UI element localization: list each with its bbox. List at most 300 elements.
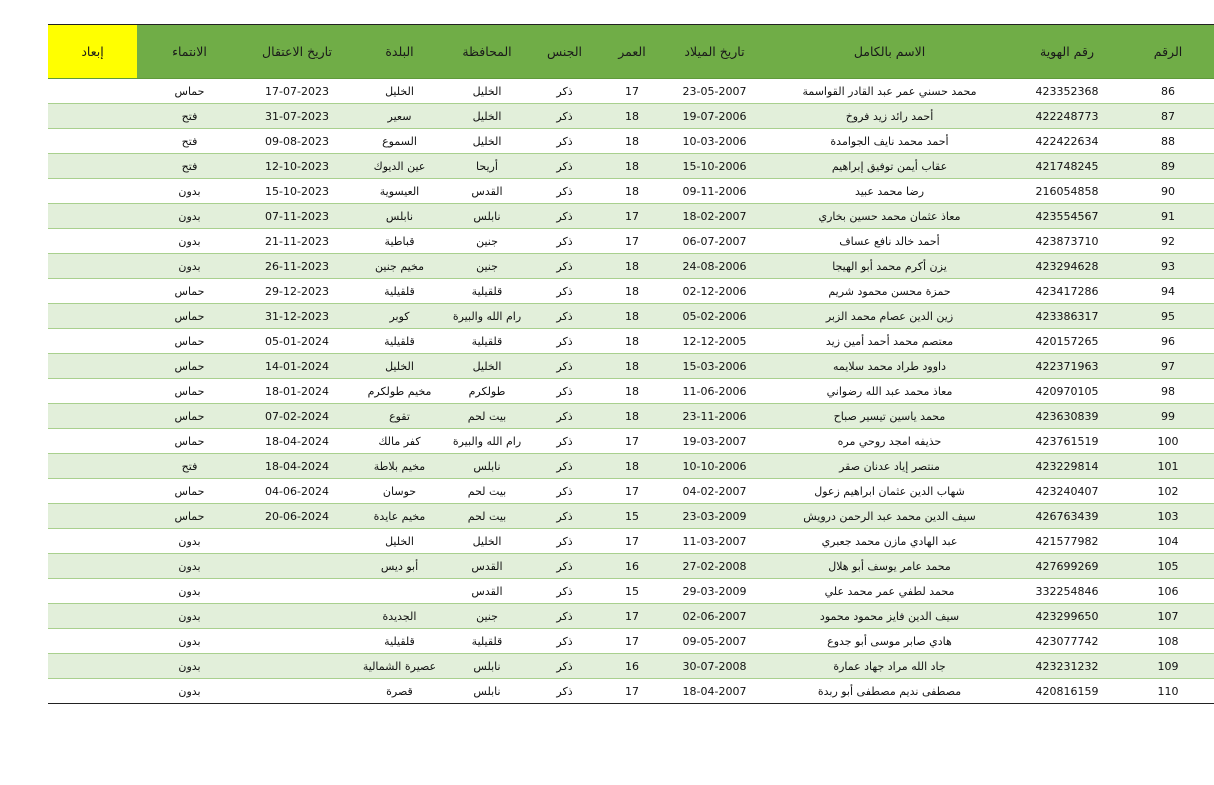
cell-governorate[interactable]: القدس (447, 579, 527, 604)
cell-town[interactable]: الجديدة (352, 604, 447, 629)
cell-governorate[interactable]: القدس (447, 179, 527, 204)
cell-arrest-date[interactable]: 17-07-2023 (242, 79, 352, 104)
cell-number[interactable]: 86 (1122, 79, 1214, 104)
cell-town[interactable]: عصيرة الشمالية (352, 654, 447, 679)
cell-age[interactable]: 17 (602, 79, 662, 104)
cell-town[interactable]: نابلس (352, 204, 447, 229)
cell-number[interactable]: 93 (1122, 254, 1214, 279)
cell-deportation[interactable] (48, 604, 137, 629)
header-number[interactable]: الرقم (1122, 25, 1214, 79)
cell-governorate[interactable]: رام الله والبيرة (447, 304, 527, 329)
cell-full-name[interactable]: معاذ عثمان محمد حسين بخاري (767, 204, 1012, 229)
cell-birth-date[interactable]: 15-10-2006 (662, 154, 767, 179)
table-row (48, 329, 1214, 354)
cell-gender[interactable]: ذكر (527, 629, 602, 654)
cell-id-number[interactable]: 423231232 (1012, 654, 1122, 679)
header-birth-date[interactable]: تاريخ الميلاد (662, 25, 767, 79)
cell-governorate[interactable]: الخليل (447, 79, 527, 104)
cell-age[interactable]: 17 (602, 629, 662, 654)
header-arrest-date[interactable]: تاريخ الاعتقال (242, 25, 352, 79)
cell-affiliation[interactable]: حماس (137, 379, 242, 404)
cell-affiliation[interactable]: بدون (137, 529, 242, 554)
cell-gender[interactable]: ذكر (527, 179, 602, 204)
cell-arrest-date[interactable]: 04-06-2024 (242, 479, 352, 504)
cell-gender[interactable]: ذكر (527, 554, 602, 579)
cell-town[interactable]: عين الديوك (352, 154, 447, 179)
cell-arrest-date[interactable]: 09-08-2023 (242, 129, 352, 154)
cell-birth-date[interactable]: 23-11-2006 (662, 404, 767, 429)
cell-affiliation[interactable]: بدون (137, 604, 242, 629)
cell-arrest-date[interactable]: 07-11-2023 (242, 204, 352, 229)
cell-governorate[interactable]: بيت لحم (447, 404, 527, 429)
cell-deportation[interactable] (48, 204, 137, 229)
cell-deportation[interactable] (48, 179, 137, 204)
cell-full-name[interactable]: جاد الله مراد جهاد عمارة (767, 654, 1012, 679)
cell-town[interactable]: مخيم بلاطة (352, 454, 447, 479)
cell-deportation[interactable] (48, 229, 137, 254)
cell-birth-date[interactable]: 06-07-2007 (662, 229, 767, 254)
cell-full-name[interactable]: زين الدين عصام محمد الزبر (767, 304, 1012, 329)
cell-id-number[interactable]: 422371963 (1012, 354, 1122, 379)
cell-arrest-date[interactable] (242, 529, 352, 554)
cell-deportation[interactable] (48, 579, 137, 604)
cell-id-number[interactable]: 423294628 (1012, 254, 1122, 279)
cell-birth-date[interactable]: 19-07-2006 (662, 104, 767, 129)
cell-deportation[interactable] (48, 504, 137, 529)
cell-id-number[interactable]: 423386317 (1012, 304, 1122, 329)
cell-governorate[interactable]: القدس (447, 554, 527, 579)
cell-full-name[interactable]: محمد ياسين تيسير صباح (767, 404, 1012, 429)
cell-town[interactable]: مخيم عايدة (352, 504, 447, 529)
cell-id-number[interactable]: 423630839 (1012, 404, 1122, 429)
cell-full-name[interactable]: مصطفى نديم مصطفى أبو ربدة (767, 679, 1012, 704)
cell-governorate[interactable]: جنين (447, 254, 527, 279)
cell-full-name[interactable]: عقاب أيمن توفيق إبراهيم (767, 154, 1012, 179)
cell-full-name[interactable]: أحمد رائد زيد فروخ (767, 104, 1012, 129)
cell-gender[interactable]: ذكر (527, 479, 602, 504)
cell-deportation[interactable] (48, 654, 137, 679)
cell-governorate[interactable]: الخليل (447, 354, 527, 379)
cell-full-name[interactable]: محمد لطفي عمر محمد علي (767, 579, 1012, 604)
cell-age[interactable]: 17 (602, 229, 662, 254)
table-row (48, 104, 1214, 129)
cell-affiliation[interactable]: بدون (137, 254, 242, 279)
cell-full-name[interactable]: منتصر إياد عدنان صقر (767, 454, 1012, 479)
cell-id-number[interactable]: 423417286 (1012, 279, 1122, 304)
cell-town[interactable]: كوبر (352, 304, 447, 329)
cell-gender[interactable]: ذكر (527, 104, 602, 129)
cell-number[interactable]: 92 (1122, 229, 1214, 254)
cell-deportation[interactable] (48, 329, 137, 354)
cell-id-number[interactable]: 423299650 (1012, 604, 1122, 629)
cell-age[interactable]: 18 (602, 129, 662, 154)
cell-id-number[interactable]: 423554567 (1012, 204, 1122, 229)
cell-number[interactable]: 98 (1122, 379, 1214, 404)
cell-number[interactable]: 101 (1122, 454, 1214, 479)
cell-number[interactable]: 100 (1122, 429, 1214, 454)
cell-affiliation[interactable]: بدون (137, 629, 242, 654)
cell-full-name[interactable]: سيف الدين محمد عبد الرحمن درويش (767, 504, 1012, 529)
cell-birth-date[interactable]: 02-06-2007 (662, 604, 767, 629)
cell-number[interactable]: 96 (1122, 329, 1214, 354)
cell-birth-date[interactable]: 18-04-2007 (662, 679, 767, 704)
cell-arrest-date[interactable]: 18-04-2024 (242, 429, 352, 454)
cell-affiliation[interactable]: حماس (137, 429, 242, 454)
table-row (48, 229, 1214, 254)
cell-gender[interactable]: ذكر (527, 129, 602, 154)
cell-id-number[interactable]: 216054858 (1012, 179, 1122, 204)
cell-governorate[interactable]: جنين (447, 229, 527, 254)
cell-governorate[interactable]: بيت لحم (447, 479, 527, 504)
cell-age[interactable]: 15 (602, 579, 662, 604)
cell-age[interactable]: 17 (602, 679, 662, 704)
cell-id-number[interactable]: 426763439 (1012, 504, 1122, 529)
cell-id-number[interactable]: 423229814 (1012, 454, 1122, 479)
cell-number[interactable]: 105 (1122, 554, 1214, 579)
cell-birth-date[interactable]: 09-05-2007 (662, 629, 767, 654)
cell-arrest-date[interactable]: 31-12-2023 (242, 304, 352, 329)
cell-birth-date[interactable]: 04-02-2007 (662, 479, 767, 504)
cell-town[interactable]: الخليل (352, 354, 447, 379)
cell-number[interactable]: 106 (1122, 579, 1214, 604)
cell-id-number[interactable]: 422248773 (1012, 104, 1122, 129)
cell-age[interactable]: 18 (602, 154, 662, 179)
cell-birth-date[interactable]: 30-07-2008 (662, 654, 767, 679)
cell-affiliation[interactable]: حماس (137, 504, 242, 529)
cell-full-name[interactable]: معتصم محمد أحمد أمين زيد (767, 329, 1012, 354)
cell-affiliation[interactable]: فتح (137, 154, 242, 179)
cell-deportation[interactable] (48, 304, 137, 329)
cell-gender[interactable]: ذكر (527, 154, 602, 179)
cell-id-number[interactable]: 420816159 (1012, 679, 1122, 704)
cell-number[interactable]: 90 (1122, 179, 1214, 204)
cell-arrest-date[interactable]: 07-02-2024 (242, 404, 352, 429)
cell-town[interactable]: قباطية (352, 229, 447, 254)
cell-deportation[interactable] (48, 529, 137, 554)
cell-id-number[interactable]: 421748245 (1012, 154, 1122, 179)
cell-full-name[interactable]: محمد حسني عمر عبد القادر القواسمة (767, 79, 1012, 104)
cell-governorate[interactable]: جنين (447, 604, 527, 629)
cell-town[interactable]: العيسوية (352, 179, 447, 204)
cell-birth-date[interactable]: 10-10-2006 (662, 454, 767, 479)
cell-age[interactable]: 16 (602, 654, 662, 679)
cell-number[interactable]: 99 (1122, 404, 1214, 429)
cell-birth-date[interactable]: 29-03-2009 (662, 579, 767, 604)
cell-governorate[interactable]: رام الله والبيرة (447, 429, 527, 454)
cell-age[interactable]: 18 (602, 179, 662, 204)
cell-affiliation[interactable]: حماس (137, 354, 242, 379)
cell-governorate[interactable]: طولكرم (447, 379, 527, 404)
cell-town[interactable]: تقوع (352, 404, 447, 429)
cell-age[interactable]: 18 (602, 279, 662, 304)
cell-deportation[interactable] (48, 154, 137, 179)
cell-deportation[interactable] (48, 279, 137, 304)
cell-number[interactable]: 87 (1122, 104, 1214, 129)
cell-affiliation[interactable]: فتح (137, 104, 242, 129)
table-row (48, 429, 1214, 454)
cell-id-number[interactable]: 421577982 (1012, 529, 1122, 554)
cell-gender[interactable]: ذكر (527, 354, 602, 379)
cell-full-name[interactable]: هادي صابر موسى أبو جدوع (767, 629, 1012, 654)
cell-governorate[interactable]: أريحا (447, 154, 527, 179)
cell-town[interactable]: الخليل (352, 79, 447, 104)
cell-governorate[interactable]: نابلس (447, 454, 527, 479)
cell-governorate[interactable]: نابلس (447, 654, 527, 679)
header-deportation[interactable]: إبعاد (48, 25, 137, 79)
table-row (48, 204, 1214, 229)
cell-gender[interactable]: ذكر (527, 204, 602, 229)
cell-full-name[interactable]: عبد الهادي مازن محمد جعبري (767, 529, 1012, 554)
cell-governorate[interactable]: قلقيلية (447, 329, 527, 354)
cell-arrest-date[interactable]: 20-06-2024 (242, 504, 352, 529)
cell-affiliation[interactable]: بدون (137, 229, 242, 254)
cell-affiliation[interactable]: حماس (137, 479, 242, 504)
cell-full-name[interactable]: محمد عامر يوسف أبو هلال (767, 554, 1012, 579)
cell-number[interactable]: 102 (1122, 479, 1214, 504)
cell-age[interactable]: 17 (602, 429, 662, 454)
cell-affiliation[interactable]: بدون (137, 679, 242, 704)
cell-affiliation[interactable]: حماس (137, 404, 242, 429)
cell-birth-date[interactable]: 27-02-2008 (662, 554, 767, 579)
cell-gender[interactable]: ذكر (527, 279, 602, 304)
cell-arrest-date[interactable] (242, 604, 352, 629)
table-row (48, 79, 1214, 104)
cell-governorate[interactable]: قلقيلية (447, 279, 527, 304)
cell-town[interactable]: سعير (352, 104, 447, 129)
cell-full-name[interactable]: حمزة محسن محمود شريم (767, 279, 1012, 304)
header-id-number[interactable]: رقم الهوية (1012, 25, 1122, 79)
cell-arrest-date[interactable] (242, 654, 352, 679)
cell-town[interactable]: مخيم طولكرم (352, 379, 447, 404)
cell-arrest-date[interactable] (242, 679, 352, 704)
cell-gender[interactable]: ذكر (527, 679, 602, 704)
cell-affiliation[interactable]: بدون (137, 204, 242, 229)
cell-town[interactable]: كفر مالك (352, 429, 447, 454)
cell-birth-date[interactable]: 24-08-2006 (662, 254, 767, 279)
cell-number[interactable]: 89 (1122, 154, 1214, 179)
cell-number[interactable]: 108 (1122, 629, 1214, 654)
cell-arrest-date[interactable] (242, 579, 352, 604)
cell-town[interactable]: قلقيلية (352, 629, 447, 654)
cell-arrest-date[interactable] (242, 629, 352, 654)
cell-deportation[interactable] (48, 254, 137, 279)
cell-arrest-date[interactable]: 05-01-2024 (242, 329, 352, 354)
cell-id-number[interactable]: 423352368 (1012, 79, 1122, 104)
table-row (48, 129, 1214, 154)
cell-birth-date[interactable]: 19-03-2007 (662, 429, 767, 454)
cell-arrest-date[interactable]: 31-07-2023 (242, 104, 352, 129)
table-row (48, 354, 1214, 379)
cell-birth-date[interactable]: 02-12-2006 (662, 279, 767, 304)
cell-age[interactable]: 18 (602, 379, 662, 404)
cell-full-name[interactable]: أحمد خالد نافع عساف (767, 229, 1012, 254)
cell-governorate[interactable]: قلقيلية (447, 629, 527, 654)
cell-age[interactable]: 18 (602, 329, 662, 354)
cell-gender[interactable]: ذكر (527, 379, 602, 404)
cell-arrest-date[interactable]: 21-11-2023 (242, 229, 352, 254)
cell-birth-date[interactable]: 11-03-2007 (662, 529, 767, 554)
header-age[interactable]: العمر (602, 25, 662, 79)
cell-birth-date[interactable]: 05-02-2006 (662, 304, 767, 329)
cell-id-number[interactable]: 423873710 (1012, 229, 1122, 254)
cell-deportation[interactable] (48, 104, 137, 129)
cell-number[interactable]: 103 (1122, 504, 1214, 529)
header-governorate[interactable]: المحافظة (447, 25, 527, 79)
cell-deportation[interactable] (48, 404, 137, 429)
cell-birth-date[interactable]: 09-11-2006 (662, 179, 767, 204)
cell-governorate[interactable]: بيت لحم (447, 504, 527, 529)
cell-number[interactable]: 110 (1122, 679, 1214, 704)
cell-gender[interactable]: ذكر (527, 429, 602, 454)
cell-id-number[interactable]: 332254846 (1012, 579, 1122, 604)
cell-deportation[interactable] (48, 129, 137, 154)
cell-deportation[interactable] (48, 429, 137, 454)
cell-town[interactable]: الخليل (352, 529, 447, 554)
cell-gender[interactable]: ذكر (527, 254, 602, 279)
cell-arrest-date[interactable]: 15-10-2023 (242, 179, 352, 204)
cell-arrest-date[interactable]: 26-11-2023 (242, 254, 352, 279)
table-row (48, 604, 1214, 629)
header-full-name[interactable]: الاسم بالكامل (767, 25, 1012, 79)
cell-governorate[interactable]: نابلس (447, 204, 527, 229)
cell-id-number[interactable]: 427699269 (1012, 554, 1122, 579)
cell-birth-date[interactable]: 15-03-2006 (662, 354, 767, 379)
cell-arrest-date[interactable]: 18-01-2024 (242, 379, 352, 404)
cell-affiliation[interactable]: بدون (137, 179, 242, 204)
table-row (48, 404, 1214, 429)
cell-affiliation[interactable]: فتح (137, 454, 242, 479)
cell-affiliation[interactable]: فتح (137, 129, 242, 154)
cell-number[interactable]: 107 (1122, 604, 1214, 629)
cell-deportation[interactable] (48, 554, 137, 579)
cell-affiliation[interactable]: بدون (137, 579, 242, 604)
cell-birth-date[interactable]: 18-02-2007 (662, 204, 767, 229)
cell-number[interactable]: 104 (1122, 529, 1214, 554)
cell-deportation[interactable] (48, 479, 137, 504)
table-row (48, 554, 1214, 579)
cell-id-number[interactable]: 423240407 (1012, 479, 1122, 504)
cell-age[interactable]: 17 (602, 204, 662, 229)
cell-gender[interactable]: ذكر (527, 654, 602, 679)
cell-age[interactable]: 18 (602, 304, 662, 329)
table-row (48, 504, 1214, 529)
cell-number[interactable]: 91 (1122, 204, 1214, 229)
cell-town[interactable]: قلقيلية (352, 279, 447, 304)
cell-deportation[interactable] (48, 679, 137, 704)
cell-full-name[interactable]: سيف الدين فايز محمود محمود (767, 604, 1012, 629)
cell-affiliation[interactable]: بدون (137, 554, 242, 579)
cell-town[interactable]: السموع (352, 129, 447, 154)
cell-full-name[interactable]: أحمد محمد نايف الجوامدة (767, 129, 1012, 154)
cell-full-name[interactable]: رضا محمد عبيد (767, 179, 1012, 204)
cell-number[interactable]: 95 (1122, 304, 1214, 329)
cell-id-number[interactable]: 423761519 (1012, 429, 1122, 454)
cell-arrest-date[interactable]: 12-10-2023 (242, 154, 352, 179)
cell-full-name[interactable]: يزن أكرم محمد أبو الهيجا (767, 254, 1012, 279)
cell-deportation[interactable] (48, 79, 137, 104)
cell-town[interactable]: قصرة (352, 679, 447, 704)
cell-arrest-date[interactable]: 14-01-2024 (242, 354, 352, 379)
cell-town[interactable]: قلقيلية (352, 329, 447, 354)
cell-gender[interactable]: ذكر (527, 604, 602, 629)
cell-full-name[interactable]: داوود طراد محمد سلايمه (767, 354, 1012, 379)
header-gender[interactable]: الجنس (527, 25, 602, 79)
cell-age[interactable]: 18 (602, 254, 662, 279)
cell-gender[interactable]: ذكر (527, 329, 602, 354)
cell-arrest-date[interactable]: 29-12-2023 (242, 279, 352, 304)
cell-gender[interactable]: ذكر (527, 454, 602, 479)
cell-id-number[interactable]: 423077742 (1012, 629, 1122, 654)
detainees-sheet (48, 24, 1183, 704)
cell-age[interactable]: 18 (602, 454, 662, 479)
cell-age[interactable]: 16 (602, 554, 662, 579)
cell-birth-date[interactable]: 10-03-2006 (662, 129, 767, 154)
cell-governorate[interactable]: الخليل (447, 104, 527, 129)
cell-town[interactable]: أبو ديس (352, 554, 447, 579)
cell-id-number[interactable]: 422422634 (1012, 129, 1122, 154)
cell-town[interactable]: حوسان (352, 479, 447, 504)
cell-age[interactable]: 17 (602, 529, 662, 554)
cell-governorate[interactable]: الخليل (447, 529, 527, 554)
cell-gender[interactable]: ذكر (527, 404, 602, 429)
cell-town[interactable] (352, 579, 447, 604)
cell-governorate[interactable]: نابلس (447, 679, 527, 704)
cell-affiliation[interactable]: حماس (137, 304, 242, 329)
cell-number[interactable]: 97 (1122, 354, 1214, 379)
cell-full-name[interactable]: شهاب الدين عثمان ابراهيم زعول (767, 479, 1012, 504)
cell-birth-date[interactable]: 12-12-2005 (662, 329, 767, 354)
cell-birth-date[interactable]: 11-06-2006 (662, 379, 767, 404)
cell-affiliation[interactable]: حماس (137, 279, 242, 304)
cell-birth-date[interactable]: 23-03-2009 (662, 504, 767, 529)
cell-gender[interactable]: ذكر (527, 229, 602, 254)
cell-gender[interactable]: ذكر (527, 579, 602, 604)
cell-arrest-date[interactable] (242, 554, 352, 579)
cell-age[interactable]: 15 (602, 504, 662, 529)
cell-full-name[interactable]: معاذ محمد عبد الله رضواني (767, 379, 1012, 404)
header-town[interactable]: البلدة (352, 25, 447, 79)
cell-number[interactable]: 88 (1122, 129, 1214, 154)
header-affiliation[interactable]: الانتماء (137, 25, 242, 79)
cell-gender[interactable]: ذكر (527, 79, 602, 104)
cell-deportation[interactable] (48, 454, 137, 479)
cell-affiliation[interactable]: بدون (137, 654, 242, 679)
cell-deportation[interactable] (48, 354, 137, 379)
cell-gender[interactable]: ذكر (527, 504, 602, 529)
cell-affiliation[interactable]: حماس (137, 79, 242, 104)
cell-deportation[interactable] (48, 379, 137, 404)
cell-number[interactable]: 94 (1122, 279, 1214, 304)
cell-age[interactable]: 17 (602, 479, 662, 504)
cell-gender[interactable]: ذكر (527, 529, 602, 554)
cell-affiliation[interactable]: حماس (137, 329, 242, 354)
cell-governorate[interactable]: الخليل (447, 129, 527, 154)
cell-number[interactable]: 109 (1122, 654, 1214, 679)
cell-gender[interactable]: ذكر (527, 304, 602, 329)
cell-id-number[interactable]: 420970105 (1012, 379, 1122, 404)
cell-id-number[interactable]: 420157265 (1012, 329, 1122, 354)
cell-deportation[interactable] (48, 629, 137, 654)
cell-age[interactable]: 18 (602, 104, 662, 129)
cell-town[interactable]: مخيم جنين (352, 254, 447, 279)
cell-arrest-date[interactable]: 18-04-2024 (242, 454, 352, 479)
table-row (48, 279, 1214, 304)
cell-full-name[interactable]: حذيفه امجد روحي مره (767, 429, 1012, 454)
cell-birth-date[interactable]: 23-05-2007 (662, 79, 767, 104)
cell-age[interactable]: 17 (602, 604, 662, 629)
cell-age[interactable]: 18 (602, 404, 662, 429)
cell-age[interactable]: 18 (602, 354, 662, 379)
